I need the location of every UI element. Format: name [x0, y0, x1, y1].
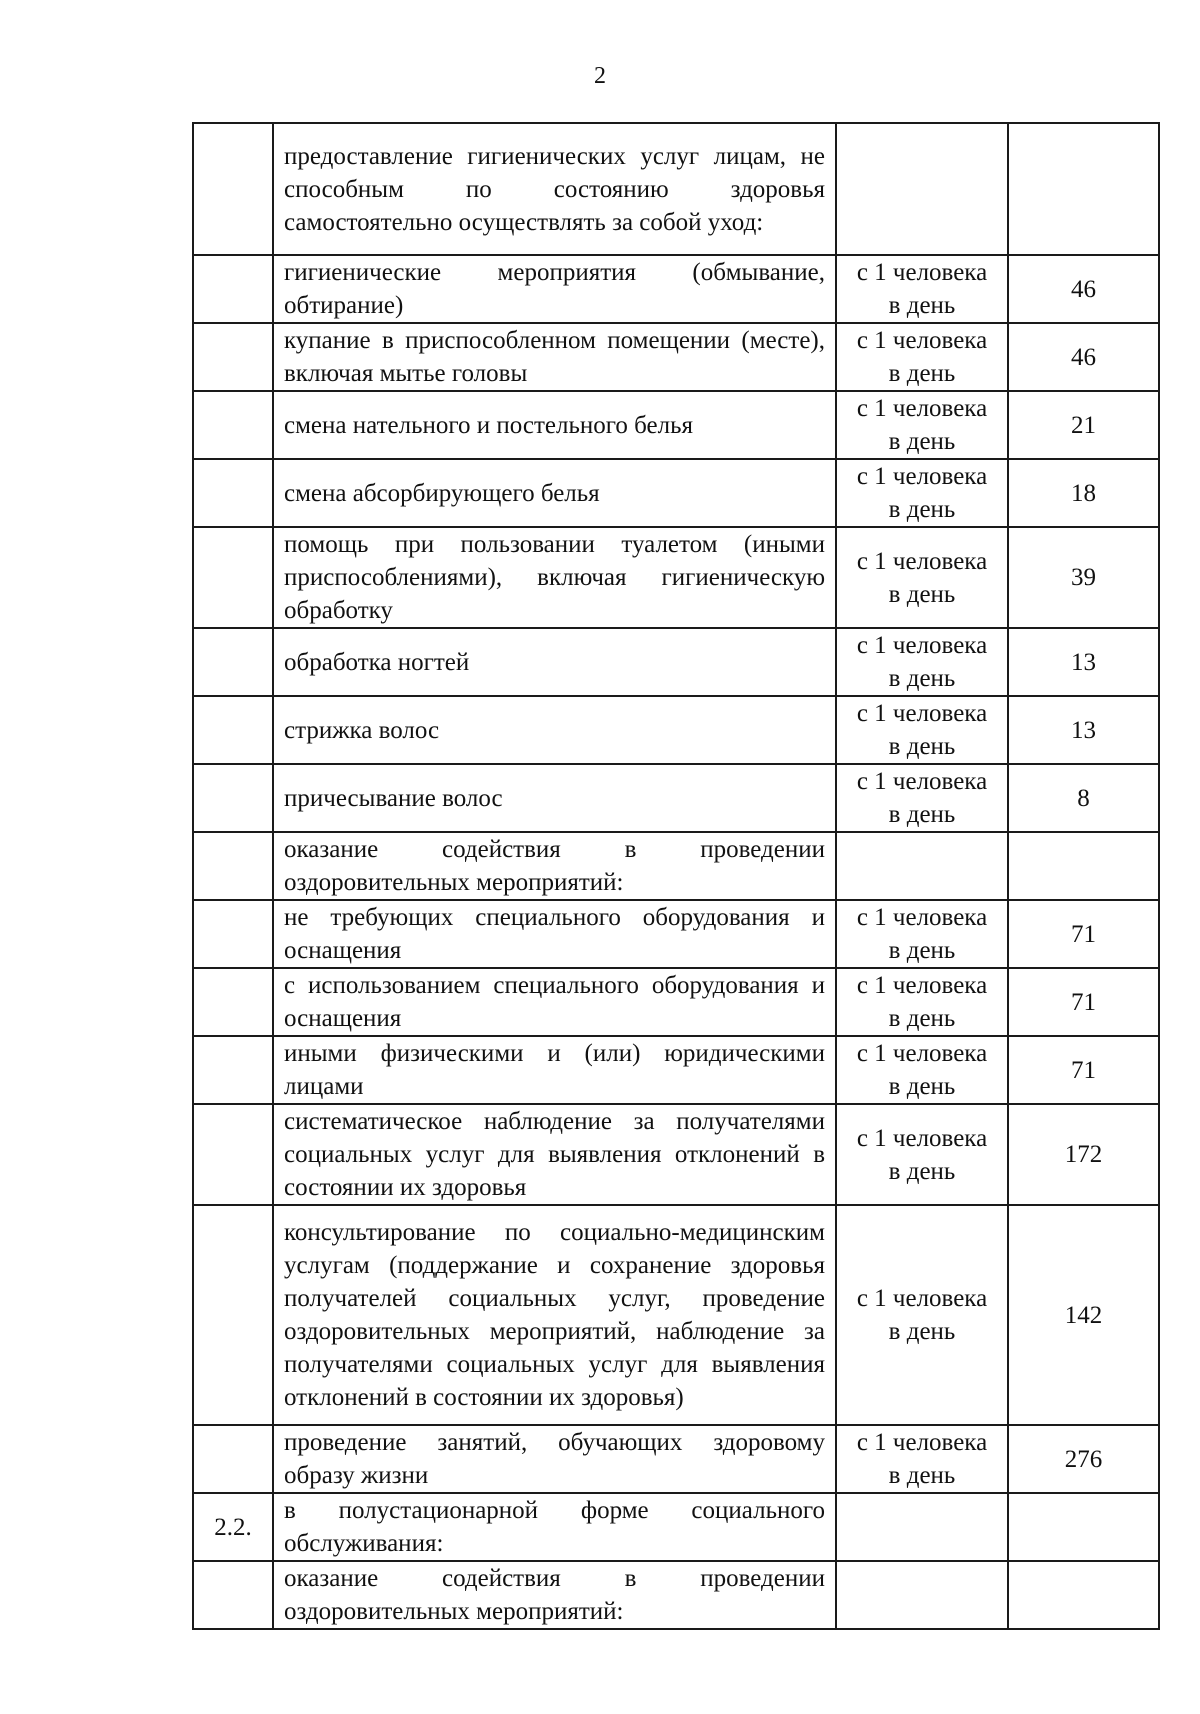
table-row: [193, 900, 1159, 968]
row-number-cell: [193, 459, 273, 527]
tariff-value-cell: [1008, 1493, 1159, 1561]
table-row: [193, 459, 1159, 527]
tariff-value-cell: [1008, 832, 1159, 900]
page-number: 2: [594, 63, 606, 89]
unit-cell: [836, 1493, 1008, 1561]
unit-line-1: с 1 человека: [856, 972, 988, 999]
unit-line-2: в день: [888, 937, 956, 964]
unit-cell: [836, 1561, 1008, 1629]
unit-line-2: в день: [888, 292, 956, 319]
row-number-cell: [193, 1205, 273, 1425]
unit-cell: [836, 696, 1008, 764]
row-number-cell: [193, 832, 273, 900]
unit-line-2: в день: [888, 1462, 956, 1489]
row-number-cell: 2.2.: [193, 1493, 273, 1561]
service-name-cell: не требующих специального оборудования и оснащения: [273, 900, 836, 968]
table-row: [193, 391, 1159, 459]
tariff-value-cell: 71: [1008, 900, 1159, 968]
service-name-cell: смена абсорбирующего белья: [273, 459, 836, 527]
unit-line-1: с 1 человека: [856, 1124, 988, 1152]
table-row: [193, 696, 1159, 764]
unit-cell: [836, 255, 1008, 323]
row-number-cell: [193, 1036, 273, 1104]
row-number-cell: [193, 1104, 273, 1205]
table-row: [193, 1561, 1159, 1629]
row-number-cell: [193, 696, 273, 764]
row-number-cell: [193, 1425, 273, 1493]
service-name-cell: консультирование по социально-медицинским услугам (поддержание и сохранение здоровья получателей социальных услуг, проведение оздоровительных мероприятий, наблюдение за получателями социальных услуг для выявления отклонений в состоянии их здоровья): [273, 1205, 836, 1425]
unit-cell: [836, 323, 1008, 391]
tariff-value-cell: 71: [1008, 968, 1159, 1036]
unit-cell: [836, 764, 1008, 832]
row-number-cell: [193, 323, 273, 391]
service-name-cell: с использованием специального оборудования и оснащения: [273, 968, 836, 1036]
tariff-value-cell: [1008, 123, 1159, 255]
unit-line-2: в день: [888, 1157, 956, 1185]
tariff-value-cell: 71: [1008, 1036, 1159, 1104]
unit-line-2: в день: [888, 665, 956, 692]
row-number-cell: [193, 764, 273, 832]
unit-cell: [836, 832, 1008, 900]
table-row: [193, 1425, 1159, 1493]
unit-cell: [836, 900, 1008, 968]
tariff-value-cell: 21: [1008, 391, 1159, 459]
unit-line-2: в день: [888, 1318, 956, 1345]
tariff-value-cell: 46: [1008, 323, 1159, 391]
unit-cell: [836, 459, 1008, 527]
unit-cell: [836, 123, 1008, 255]
service-name-cell: стрижка волос: [273, 696, 836, 764]
unit-line-1: с 1 человека: [856, 259, 988, 286]
unit-cell: [836, 1205, 1008, 1425]
unit-line-1: с 1 человека: [856, 1285, 988, 1312]
service-name-cell: гигиенические мероприятия (обмывание, обтирание): [273, 255, 836, 323]
unit-line-1: с 1 человека: [856, 1040, 988, 1067]
unit-line-2: в день: [888, 1005, 956, 1032]
unit-cell: [836, 1425, 1008, 1493]
service-name-cell: оказание содействия в проведении оздоровительных мероприятий:: [273, 832, 836, 900]
tariff-value-cell: 18: [1008, 459, 1159, 527]
unit-cell: [836, 527, 1008, 628]
unit-cell: [836, 1104, 1008, 1205]
tariff-value-cell: 13: [1008, 696, 1159, 764]
table-row: [193, 1493, 1159, 1561]
row-number-cell: [193, 255, 273, 323]
unit-line-1: с 1 человека: [856, 463, 988, 490]
service-name-cell: смена нательного и постельного белья: [273, 391, 836, 459]
unit-line-1: с 1 человека: [856, 904, 988, 931]
unit-line-2: в день: [888, 801, 956, 828]
unit-line-1: с 1 человека: [856, 768, 988, 795]
unit-line-1: с 1 человека: [856, 547, 988, 575]
unit-line-2: в день: [888, 1073, 956, 1100]
tariff-value-cell: 142: [1008, 1205, 1159, 1425]
tariff-value-cell: 172: [1008, 1104, 1159, 1205]
table-row: [193, 968, 1159, 1036]
tariff-value-cell: 8: [1008, 764, 1159, 832]
table-row: [193, 628, 1159, 696]
unit-line-2: в день: [888, 580, 956, 608]
unit-line-1: с 1 человека: [856, 327, 988, 354]
table-row: [193, 527, 1159, 628]
service-name-cell: систематическое наблюдение за получателями социальных услуг для выявления отклонений в состоянии их здоровья: [273, 1104, 836, 1205]
service-name-cell: купание в приспособленном помещении (месте), включая мытье головы: [273, 323, 836, 391]
table-row: [193, 123, 1159, 255]
unit-cell: [836, 391, 1008, 459]
unit-line-1: с 1 человека: [856, 395, 988, 422]
service-name-cell: оказание содействия в проведении оздоровительных мероприятий:: [273, 1561, 836, 1629]
table-row: [193, 1036, 1159, 1104]
tariff-table: [192, 122, 1160, 1630]
tariff-value-cell: 39: [1008, 527, 1159, 628]
table-row: [193, 764, 1159, 832]
table-row: [193, 323, 1159, 391]
unit-cell: [836, 628, 1008, 696]
service-name-cell: предоставление гигиенических услуг лицам, не способным по состоянию здоровья самостоятельно осуществлять за собой уход:: [273, 123, 836, 255]
table-row: [193, 1205, 1159, 1425]
row-number-cell: [193, 900, 273, 968]
service-name-cell: помощь при пользовании туалетом (иными приспособлениями), включая гигиеническую обработку: [273, 527, 836, 628]
service-name-cell: обработка ногтей: [273, 628, 836, 696]
row-number-cell: [193, 391, 273, 459]
unit-line-2: в день: [888, 733, 956, 760]
table-row: [193, 832, 1159, 900]
row-number-cell: [193, 527, 273, 628]
row-number-cell: [193, 123, 273, 255]
tariff-value-cell: 276: [1008, 1425, 1159, 1493]
tariff-value-cell: [1008, 1561, 1159, 1629]
unit-cell: [836, 968, 1008, 1036]
unit-line-2: в день: [888, 428, 956, 455]
service-name-cell: иными физическими и (или) юридическими лицами: [273, 1036, 836, 1104]
unit-cell: [836, 1036, 1008, 1104]
tariff-value-cell: 13: [1008, 628, 1159, 696]
service-name-cell: в полустационарной форме социального обслуживания:: [273, 1493, 836, 1561]
tariff-table-body: [193, 123, 1159, 1629]
row-number-cell: [193, 968, 273, 1036]
table-row: [193, 1104, 1159, 1205]
service-name-cell: причесывание волос: [273, 764, 836, 832]
unit-line-2: в день: [888, 360, 956, 387]
unit-line-2: в день: [888, 496, 956, 523]
table-row: [193, 255, 1159, 323]
unit-line-1: с 1 человека: [856, 700, 988, 727]
row-number-cell: [193, 628, 273, 696]
unit-line-1: с 1 человека: [856, 632, 988, 659]
service-name-cell: проведение занятий, обучающих здоровому образу жизни: [273, 1425, 836, 1493]
row-number-cell: [193, 1561, 273, 1629]
tariff-value-cell: 46: [1008, 255, 1159, 323]
unit-line-1: с 1 человека: [856, 1429, 988, 1456]
